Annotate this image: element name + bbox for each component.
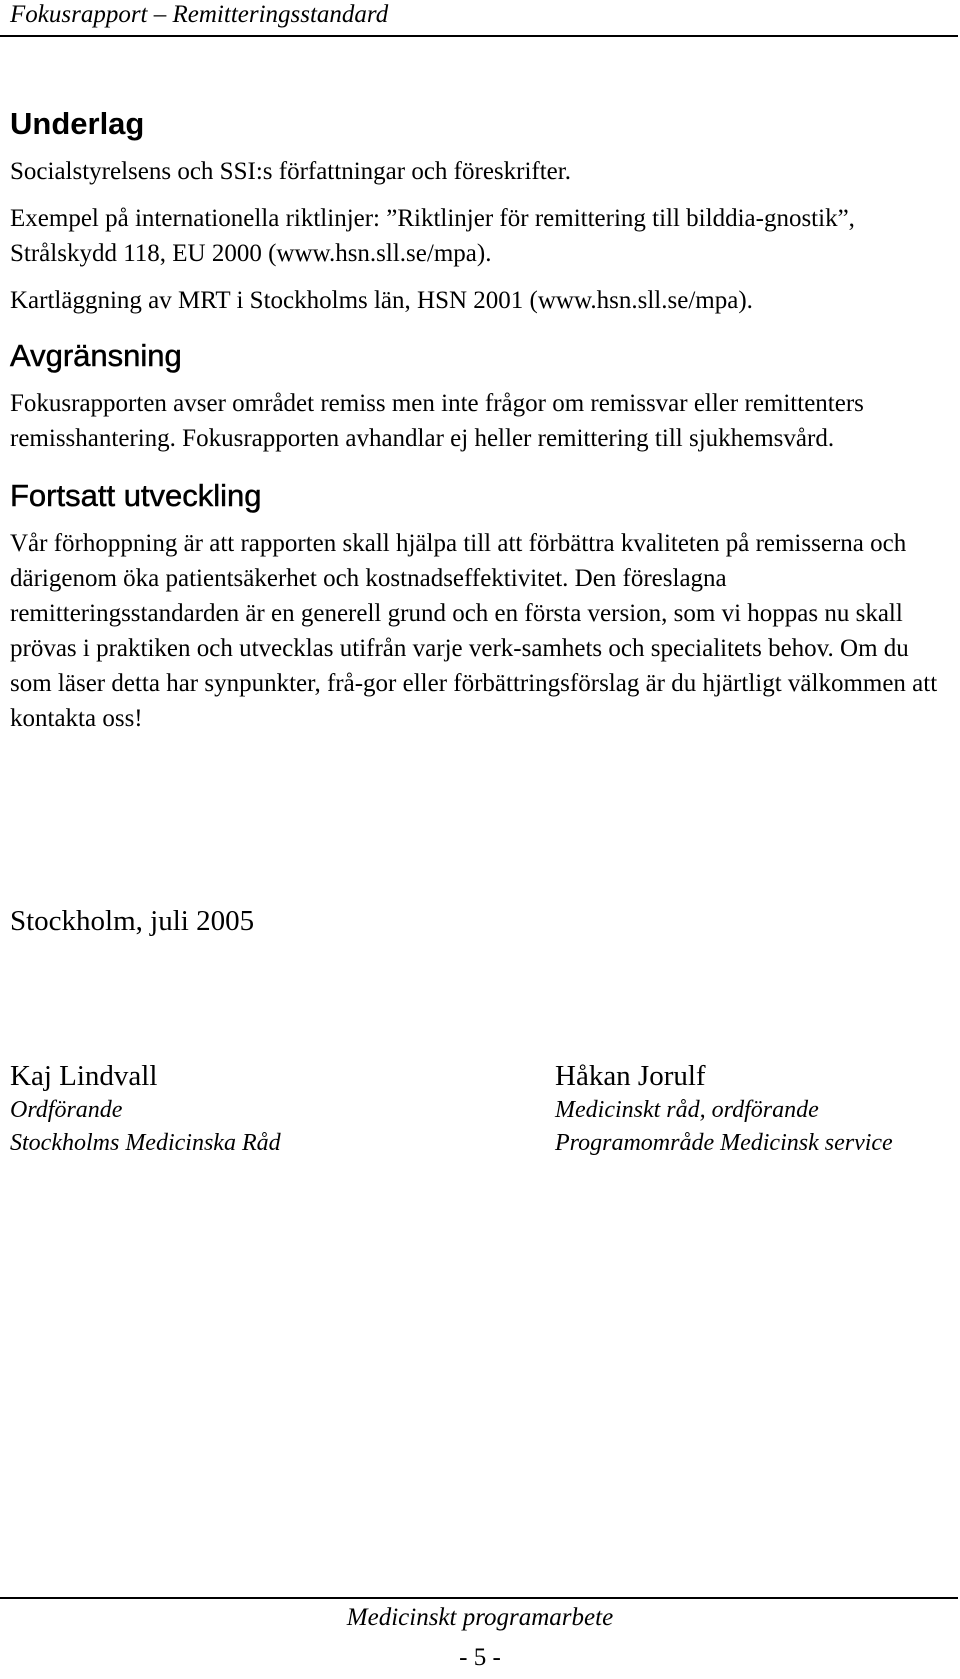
paragraph-fortsatt-utveckling: Vår förhoppning är att rapporten skall hjälpa till att förbättra kvaliteten på remisserna och därigenom öka patientsäkerhet och kostnadseffektivitet. Den föreslagna remitteringsstandarden är en generell grund och en första version, som vi hoppas nu skall prövas i praktiken och utvecklas utifrån varje verk-samhets och specialitets behov. Om du som läser detta har synpunkter, frå-gor eller förbättringsförslag är du hjärtligt välkommen att kontakta oss! — [10, 530, 938, 732]
footer-rule — [0, 1597, 958, 1599]
signature-left — [10, 1058, 281, 1160]
paragraph-avgransning: Fokusrapporten avser området remiss men inte frågor om remissvar eller remittenters remisshantering. Fokusrapporten avhandlar ej heller remittering till sjukhemsvård. — [10, 390, 864, 452]
paragraph-underlag-3: Kartläggning av MRT i Stockholms län, HSN 2001 (www.hsn.sll.se/mpa). — [10, 287, 753, 314]
footer-text: Medicinskt programarbete — [346, 1604, 614, 1631]
heading-fortsatt-utveckling: Fortsatt utveckling — [10, 478, 262, 513]
running-header: Fokusrapport – Remitteringsstandard — [10, 1, 389, 28]
signatory-name: Håkan Jorulf — [555, 1060, 706, 1092]
signatory-organization: Programområde Medicinsk service — [555, 1130, 893, 1156]
signatory-role: Medicinskt råd, ordförande — [555, 1097, 819, 1123]
signature-right — [555, 1058, 893, 1160]
signatory-name: Kaj Lindvall — [10, 1060, 158, 1092]
heading-avgransning: Avgränsning — [10, 338, 182, 373]
signatory-organization: Stockholms Medicinska Råd — [10, 1130, 281, 1156]
place-and-date: Stockholm, juli 2005 — [10, 905, 255, 937]
signatory-role: Ordförande — [10, 1097, 123, 1123]
paragraph-underlag-2: Exempel på internationella riktlinjer: ”Riktlinjer för remittering till bilddia-gnostik”, Strålskydd 118, EU 2000 (www.hsn.sll.se/mpa). — [10, 205, 855, 267]
heading-underlag: Underlag — [10, 106, 145, 141]
header-rule — [0, 35, 958, 37]
paragraph-underlag-1: Socialstyrelsens och SSI:s författningar och föreskrifter. — [10, 158, 571, 185]
page-number: - 5 - — [459, 1644, 501, 1671]
document-body — [10, 106, 950, 736]
